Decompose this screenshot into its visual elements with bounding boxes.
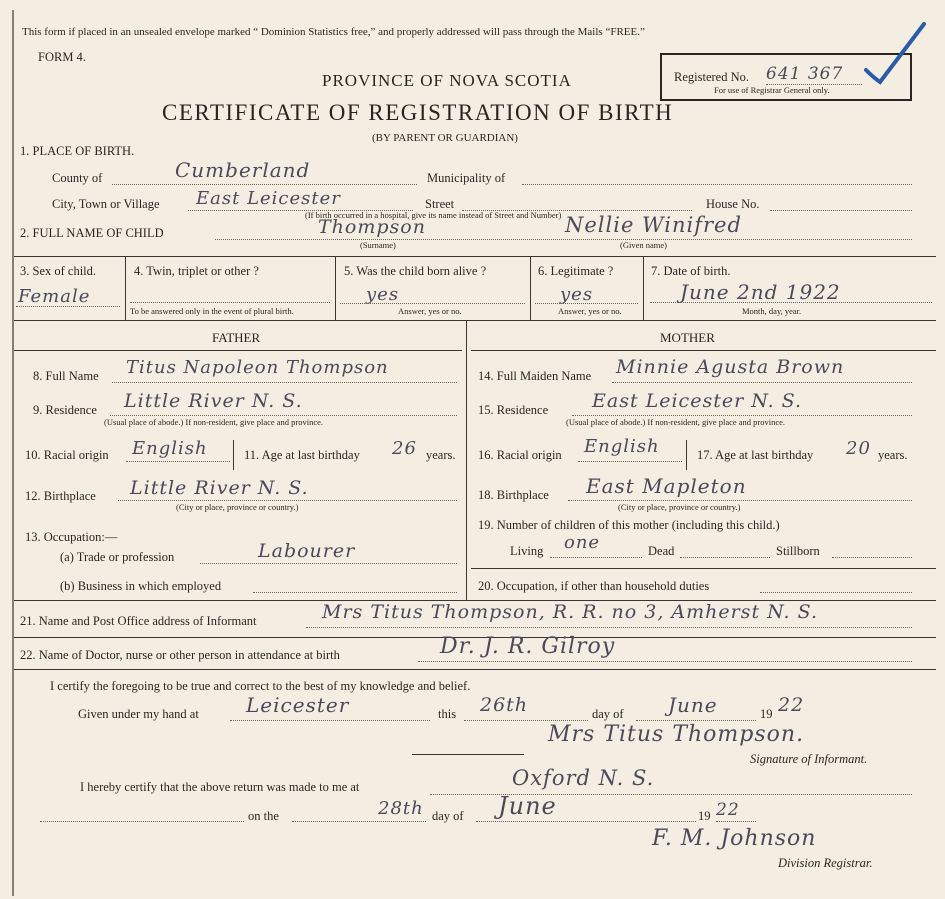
father-age-label: 11. Age at last birthday: [244, 448, 360, 462]
given-day: 26th: [480, 694, 529, 716]
registrar-day: 28th: [378, 798, 424, 819]
on-the-label: on the: [248, 809, 279, 823]
date-of-birth-label: 7. Date of birth.: [651, 264, 731, 278]
legitimate-label: 6. Legitimate ?: [538, 264, 614, 278]
registrar-year-prefix: 19: [698, 809, 711, 823]
document-title: CERTIFICATE OF REGISTRATION OF BIRTH: [162, 100, 674, 125]
twin-label: 4. Twin, triplet or other ?: [134, 264, 259, 278]
given-under-label: Given under my hand at: [78, 707, 199, 721]
mother-name-value: Minnie Agusta Brown: [616, 356, 845, 378]
mother-residence-value: East Leicester N. S.: [592, 390, 803, 412]
mother-birthplace-label: 18. Birthplace: [478, 488, 549, 502]
father-birthplace-note: (City or place, province or country.): [176, 502, 299, 512]
postal-notice: This form if placed in an unsealed envelope marked “ Dominion Statistics free,” and properly addressed will pass through the Mails “FREE.”: [22, 26, 645, 38]
father-name-label: 8. Full Name: [33, 369, 99, 383]
father-residence-value: Little River N. S.: [124, 390, 303, 412]
form-number: FORM 4.: [38, 50, 86, 64]
day-of-label: day of: [592, 707, 624, 721]
registrar-year-suffix: 22: [716, 800, 740, 820]
division-registrar-caption: Division Registrar.: [778, 856, 873, 870]
born-alive-caption: Answer, yes or no.: [398, 306, 462, 316]
child-given-name: Nellie Winifred: [565, 213, 742, 237]
hospital-note: (If birth occurred in a hospital, give its name instead of Street and Number): [305, 210, 562, 220]
mother-occupation-label: 20. Occupation, if other than household duties: [478, 579, 710, 593]
stillborn-label: Stillborn: [776, 544, 820, 558]
mother-age-label: 17. Age at last birthday: [697, 448, 814, 462]
given-year-prefix: 19: [760, 707, 773, 721]
father-residence-label: 9. Residence: [33, 403, 97, 417]
occupation-label: 13. Occupation:—: [25, 530, 118, 544]
doctor-value: Dr. J. R. Gilroy: [440, 634, 616, 659]
living-value: one: [564, 532, 601, 553]
sex-value: Female: [18, 286, 91, 307]
mother-heading: MOTHER: [660, 330, 715, 345]
municipality-label: Municipality of: [427, 171, 506, 185]
business-label: (b) Business in which employed: [60, 579, 222, 593]
father-racial-value: English: [132, 438, 208, 459]
legitimate-value: yes: [560, 284, 594, 305]
father-age-value: 26: [392, 438, 417, 459]
registered-no-label: Registered No.: [674, 70, 749, 84]
document-subtitle: (BY PARENT OR GUARDIAN): [372, 132, 518, 144]
informant-signature: Mrs Titus Thompson.: [548, 722, 805, 747]
given-place: Leicester: [246, 693, 350, 717]
given-year-suffix: 22: [778, 694, 805, 716]
mother-birthplace-value: East Mapleton: [586, 474, 747, 498]
born-alive-value: yes: [366, 284, 400, 305]
twin-note: To be answered only in the event of plural birth.: [130, 306, 294, 316]
registrar-month: June: [498, 792, 557, 820]
pen-check-mark: [860, 20, 928, 90]
place-of-birth-heading: 1. PLACE OF BIRTH.: [20, 144, 135, 158]
county-value: Cumberland: [175, 158, 311, 182]
father-residence-note: (Usual place of abode.) If non-resident, give place and province.: [104, 417, 324, 427]
dead-label: Dead: [648, 544, 675, 558]
registrar-signature: F. M. Johnson: [652, 826, 817, 851]
registration-number: 641 367: [766, 64, 844, 84]
registrar-day-of-label: day of: [432, 809, 464, 823]
certification-statement: I certify the foregoing to be true and correct to the best of my knowledge and belief.: [50, 679, 471, 693]
mother-residence-label: 15. Residence: [478, 403, 549, 417]
trade-label: (a) Trade or profession: [60, 550, 175, 564]
this-label: this: [438, 707, 457, 721]
living-label: Living: [510, 544, 544, 558]
sex-label: 3. Sex of child.: [20, 264, 97, 278]
informant-signature-caption: Signature of Informant.: [750, 752, 868, 766]
mother-age-value: 20: [846, 438, 871, 459]
given-month: June: [668, 693, 718, 717]
mother-racial-label: 16. Racial origin: [478, 448, 562, 462]
date-caption: Month, day, year.: [742, 306, 802, 316]
father-years: years.: [426, 448, 456, 462]
province-heading: PROVINCE OF NOVA SCOTIA: [322, 71, 572, 90]
date-of-birth-value: June 2nd 1922: [680, 280, 841, 304]
father-heading: FATHER: [212, 330, 261, 345]
surname-caption: (Surname): [360, 240, 396, 250]
mother-years: years.: [878, 448, 908, 462]
child-surname: Thompson: [318, 216, 426, 238]
city-label: City, Town or Village: [52, 197, 160, 211]
registrar-statement: I hereby certify that the above return was made to me at: [80, 780, 360, 794]
legitimate-caption: Answer, yes or no.: [558, 306, 622, 316]
house-label: House No.: [706, 197, 760, 211]
father-birthplace-value: Little River N. S.: [130, 477, 309, 499]
children-count-label: 19. Number of children of this mother (including this child.): [478, 518, 780, 532]
mother-racial-value: English: [584, 436, 660, 457]
father-racial-label: 10. Racial origin: [25, 448, 109, 462]
doctor-label: 22. Name of Doctor, nurse or other person in attendance at birth: [20, 648, 340, 662]
registrar-place: Oxford N. S.: [512, 766, 655, 790]
mother-name-label: 14. Full Maiden Name: [478, 369, 592, 383]
city-value: East Leicester: [196, 188, 341, 209]
street-label: Street: [425, 197, 455, 211]
trade-value: Labourer: [258, 540, 356, 562]
informant-value: Mrs Titus Thompson, R. R. no 3, Amherst N. S.: [322, 601, 819, 623]
informant-label: 21. Name and Post Office address of Informant: [20, 614, 257, 628]
born-alive-label: 5. Was the child born alive ?: [344, 264, 487, 278]
child-name-label: 2. FULL NAME OF CHILD: [20, 226, 164, 240]
county-label: County of: [52, 171, 103, 185]
mother-residence-note: (Usual place of abode.) If non-resident, give place and province.: [566, 417, 786, 427]
father-birthplace-label: 12. Birthplace: [25, 489, 96, 503]
registrar-use-note: For use of Registrar General only.: [714, 85, 830, 95]
mother-birthplace-note: (City or place, province or country.): [618, 502, 741, 512]
given-name-caption: (Given name): [620, 240, 667, 250]
father-name-value: Titus Napoleon Thompson: [126, 357, 389, 378]
